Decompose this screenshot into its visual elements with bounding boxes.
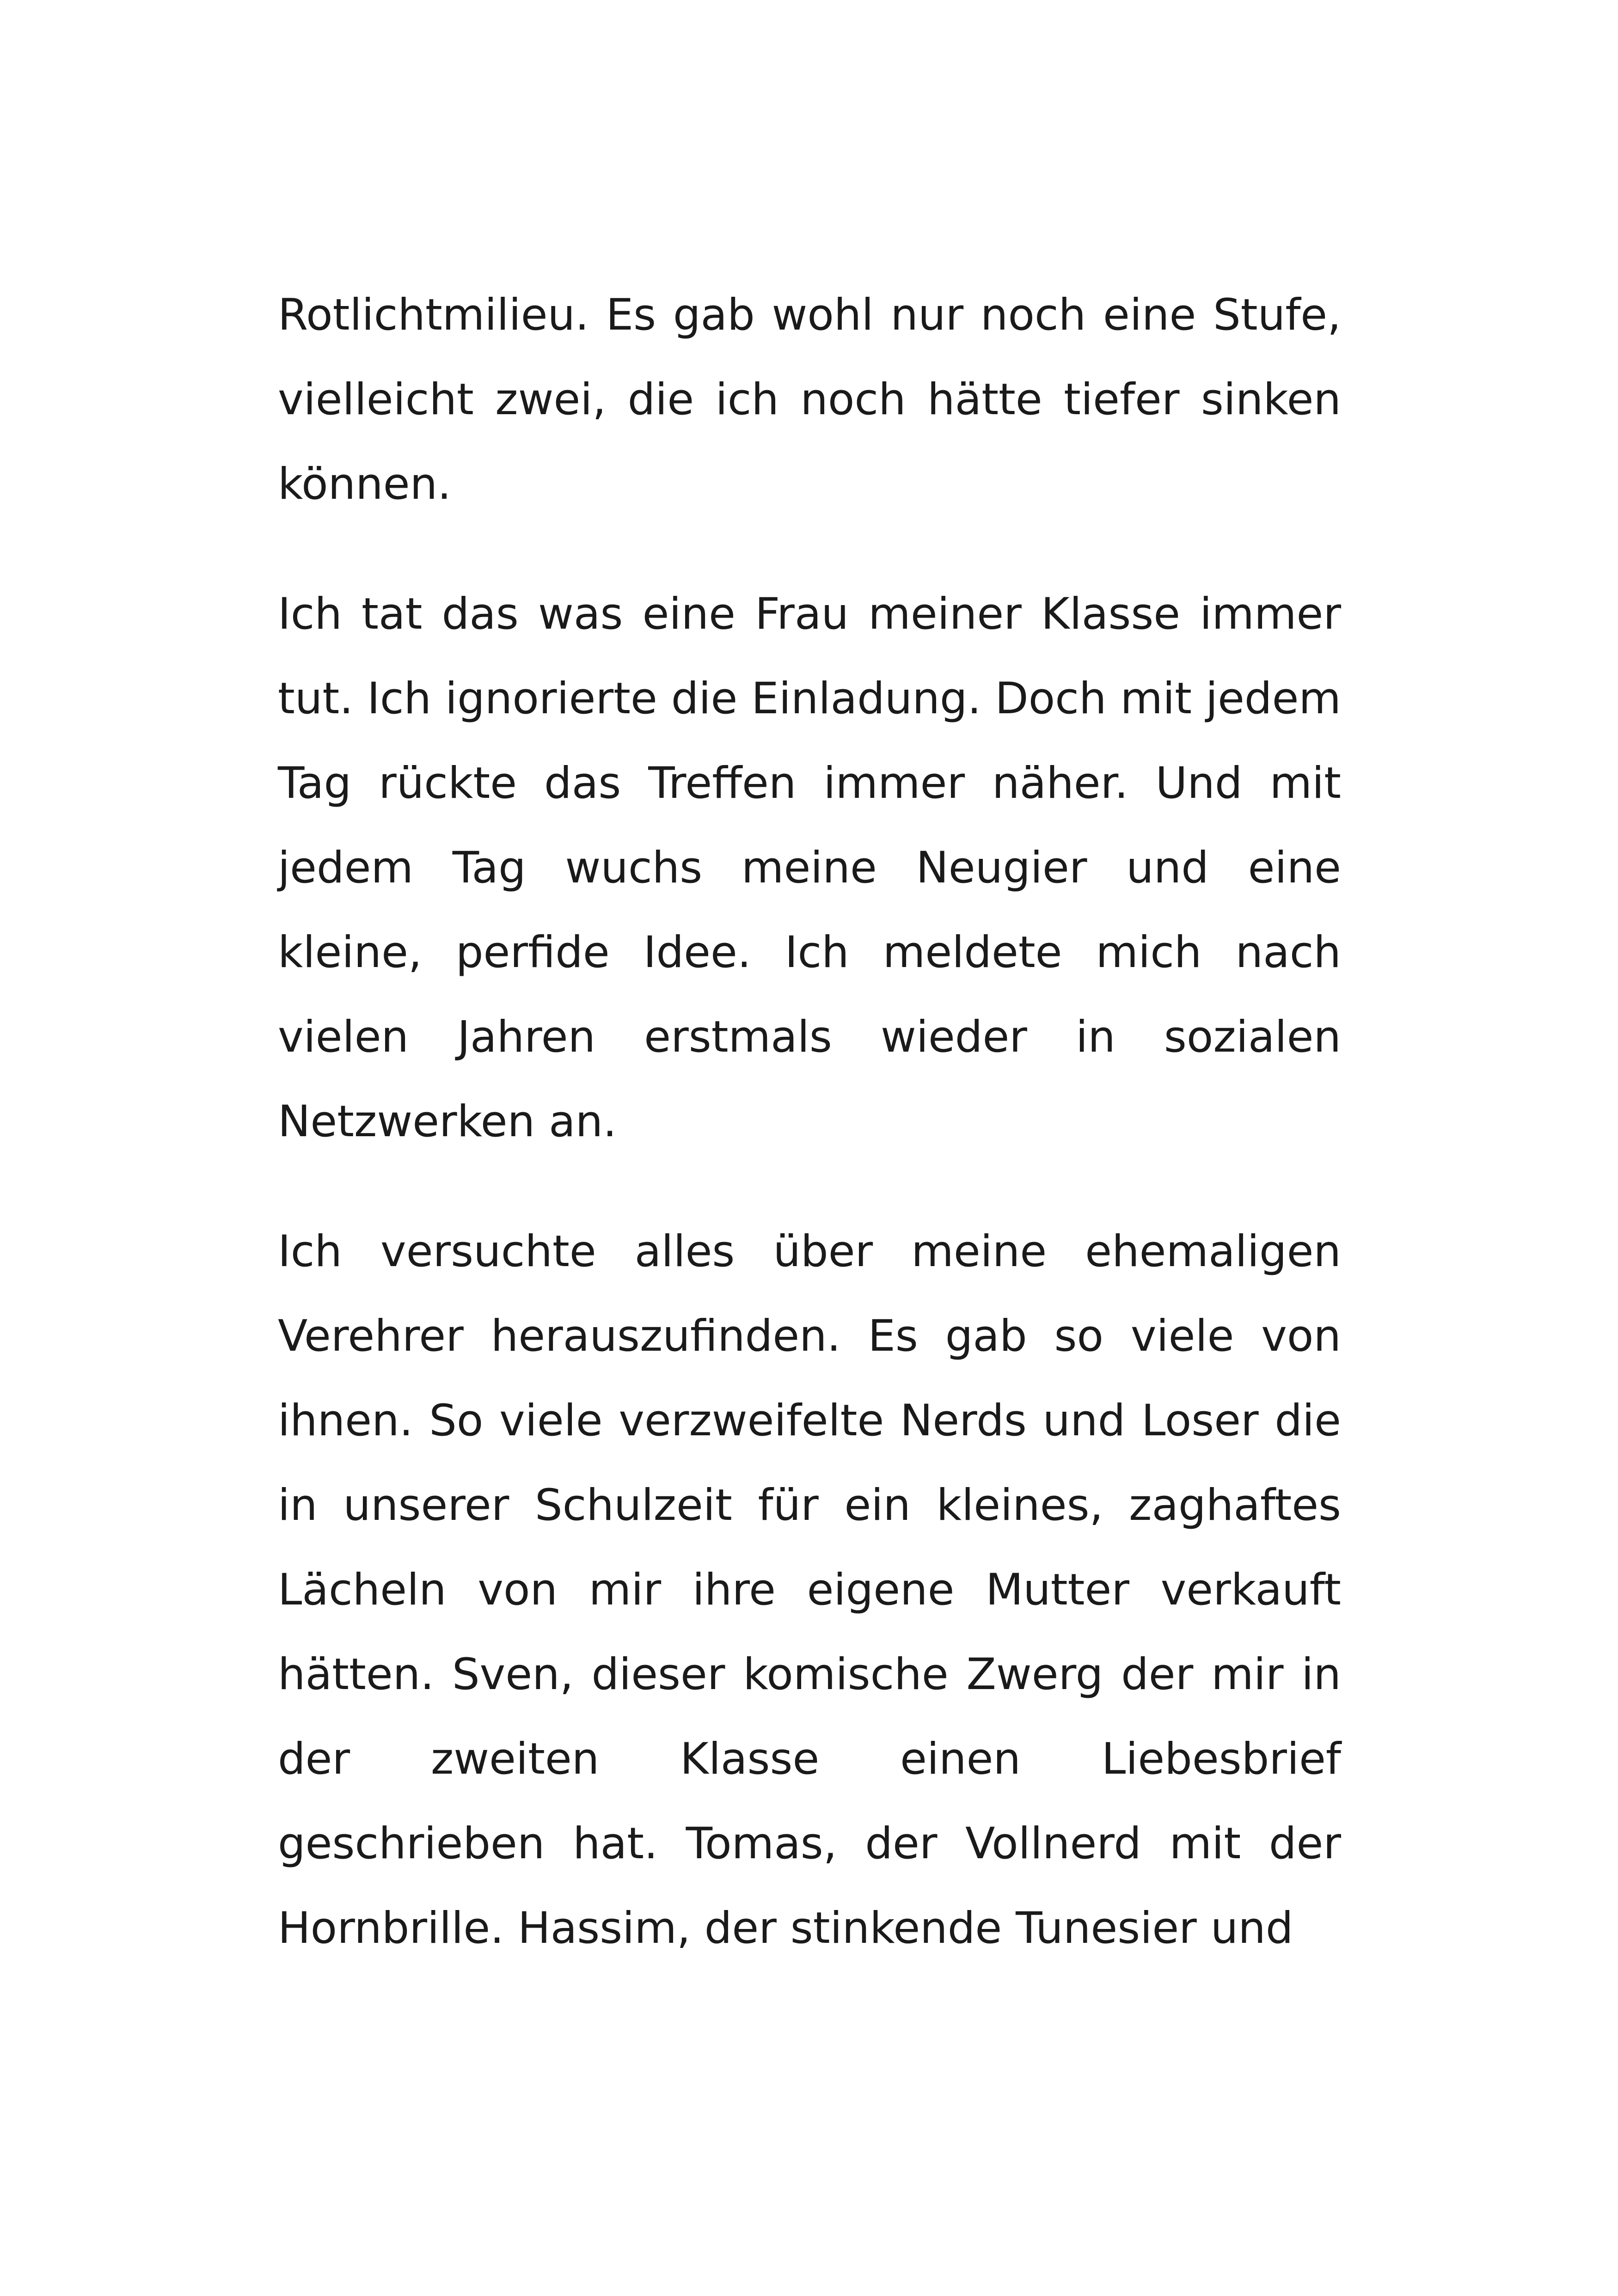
paragraph-3: Ich versuchte alles über meine ehemaligen Verehrer herauszufinden. Es gab so viele von ihnen. So viele verzweifelte Nerds und Loser die in unserer Schulzeit für ein kleines, zaghaftes Lächeln von mir ihre eigene Mutter verkauft hätten. Sven, dieser komische Zwerg der mir in der zweiten Klasse einen Liebesbrief geschrieben hat. Tomas, der Vollnerd mit der Hornbrille. Hassim, der stinkende Tunesier und [278,1226,1341,1953]
paragraph-1: Rotlichtmilieu. Es gab wohl nur noch eine Stufe, vielleicht zwei, die ich noch hätte tiefer sinken können. [278,290,1341,509]
paragraph-2: Ich tat das was eine Frau meiner Klasse immer tut. Ich ignorierte die Einladung. Doch mit jedem Tag rückte das Treffen immer näher. Und mit jedem Tag wuchs meine Neugier und eine kleine, perfide Idee. Ich meldete mich nach vielen Jahren erstmals wieder in sozialen Netzwerken an. [278,589,1341,1147]
body-text [278,273,1341,1971]
